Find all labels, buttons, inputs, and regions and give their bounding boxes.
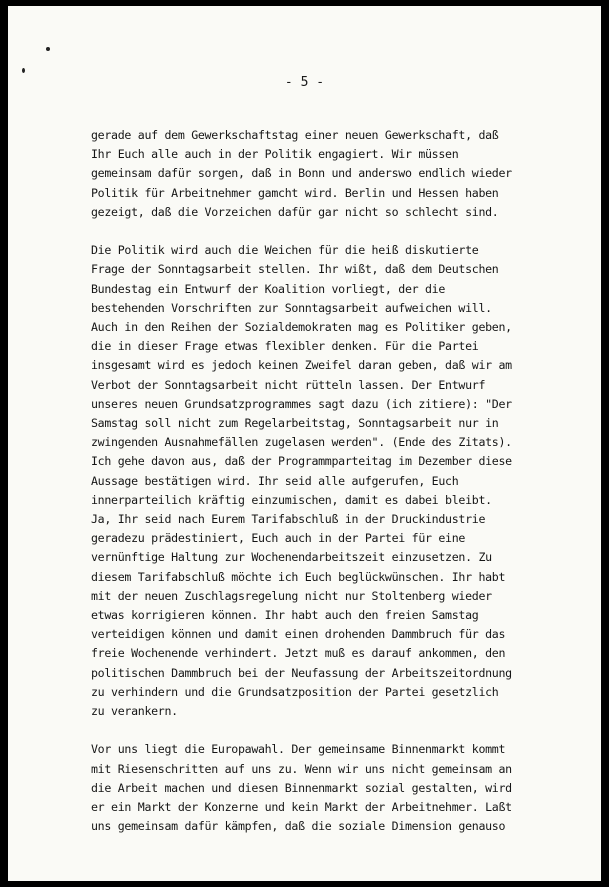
text-line: die Arbeit machen und diesen Binnenmarkt sozial gestalten, wird xyxy=(91,780,512,795)
text-line: geradezu prädestiniert, Euch auch in der Partei für eine xyxy=(91,531,466,546)
text-line: Politik für Arbeitnehmer gamcht wird. Berlin und Hessen haben xyxy=(91,185,499,200)
text-line: er ein Markt der Konzerne und kein Markt der Arbeitnehmer. Laßt xyxy=(91,800,512,815)
text-line: zwingenden Ausnahmefällen zugelasen werden". (Ende des Zitats). xyxy=(91,435,512,450)
scan-speck xyxy=(46,47,50,51)
text-line: Bundestag ein Entwurf der Koalition vorliegt, der die xyxy=(91,281,446,296)
text-line: Frage der Sonntagsarbeit stellen. Ihr wißt, daß dem Deutschen xyxy=(91,262,499,277)
text-line: bestehenden Vorschriften zur Sonntagsarbeit aufweichen will. xyxy=(91,300,492,315)
text-line: zu verankern. xyxy=(91,704,178,719)
text-line: diesem Tarifabschluß möchte ich Euch beglückwünschen. Ihr habt xyxy=(91,569,506,584)
text-line: Ihr Euch alle auch in der Politik engagiert. Wir müssen xyxy=(91,147,459,162)
text-line: mit der neuen Zuschlagsregelung nicht nur Stoltenberg wieder xyxy=(91,588,492,603)
text-line: politischen Dammbruch bei der Neufassung der Arbeitszeitordnung xyxy=(91,665,512,680)
text-line: etwas korrigieren können. Ihr habt auch den freien Samstag xyxy=(91,608,479,623)
page-number: - 5 - xyxy=(284,75,325,90)
text-line: Aussage bestätigen wird. Ihr seid alle aufgerufen, Euch xyxy=(91,473,459,488)
document-page xyxy=(8,6,601,881)
text-line: Ja, Ihr seid nach Eurem Tarifabschluß in der Druckindustrie xyxy=(91,512,486,527)
paragraph xyxy=(91,740,561,836)
text-line: verteidigen können und damit einen drohenden Dammbruch für das xyxy=(91,627,506,642)
body-text xyxy=(91,126,561,856)
text-line: die in dieser Frage etwas flexibler denken. Für die Partei xyxy=(91,339,479,354)
text-line: gemeinsam dafür sorgen, daß in Bonn und anderswo endlich wieder xyxy=(91,166,512,181)
text-line: gezeigt, daß die Vorzeichen dafür gar nicht so schlecht sind. xyxy=(91,204,499,219)
text-line: freie Wochenende verhindert. Jetzt muß es darauf ankommen, den xyxy=(91,646,506,661)
paragraph xyxy=(91,126,561,222)
text-line: innerparteilich kräftig einzumischen, damit es dabei bleibt. xyxy=(91,492,492,507)
text-line: unseres neuen Grundsatzprogrammes sagt dazu (ich zitiere): "Der xyxy=(91,396,512,411)
text-line: Vor uns liegt die Europawahl. Der gemeinsame Binnenmarkt kommt xyxy=(91,742,506,757)
text-line: Verbot der Sonntagsarbeit nicht rütteln lassen. Der Entwurf xyxy=(91,377,486,392)
text-line: Ich gehe davon aus, daß der Programmparteitag im Dezember diese xyxy=(91,454,512,469)
text-line: mit Riesenschritten auf uns zu. Wenn wir uns nicht gemeinsam an xyxy=(91,761,512,776)
text-line: zu verhindern und die Grundsatzposition der Partei gesetzlich xyxy=(91,684,499,699)
text-line: Auch in den Reihen der Sozialdemokraten mag es Politiker geben, xyxy=(91,320,512,335)
text-line: uns gemeinsam dafür kämpfen, daß die soziale Dimension genauso xyxy=(91,819,506,834)
text-line: gerade auf dem Gewerkschaftstag einer neuen Gewerkschaft, daß xyxy=(91,128,499,142)
text-line: vernünftige Haltung zur Wochenendarbeitszeit einzusetzen. Zu xyxy=(91,550,492,565)
text-line: Die Politik wird auch die Weichen für die heiß diskutierte xyxy=(91,243,479,258)
paragraph xyxy=(91,241,561,721)
text-line: Samstag soll nicht zum Regelarbeitstag, Sonntagsarbeit nur in xyxy=(91,416,499,431)
text-line: insgesamt wird es jedoch keinen Zweifel daran geben, daß wir am xyxy=(91,358,512,373)
scan-speck xyxy=(22,68,25,73)
